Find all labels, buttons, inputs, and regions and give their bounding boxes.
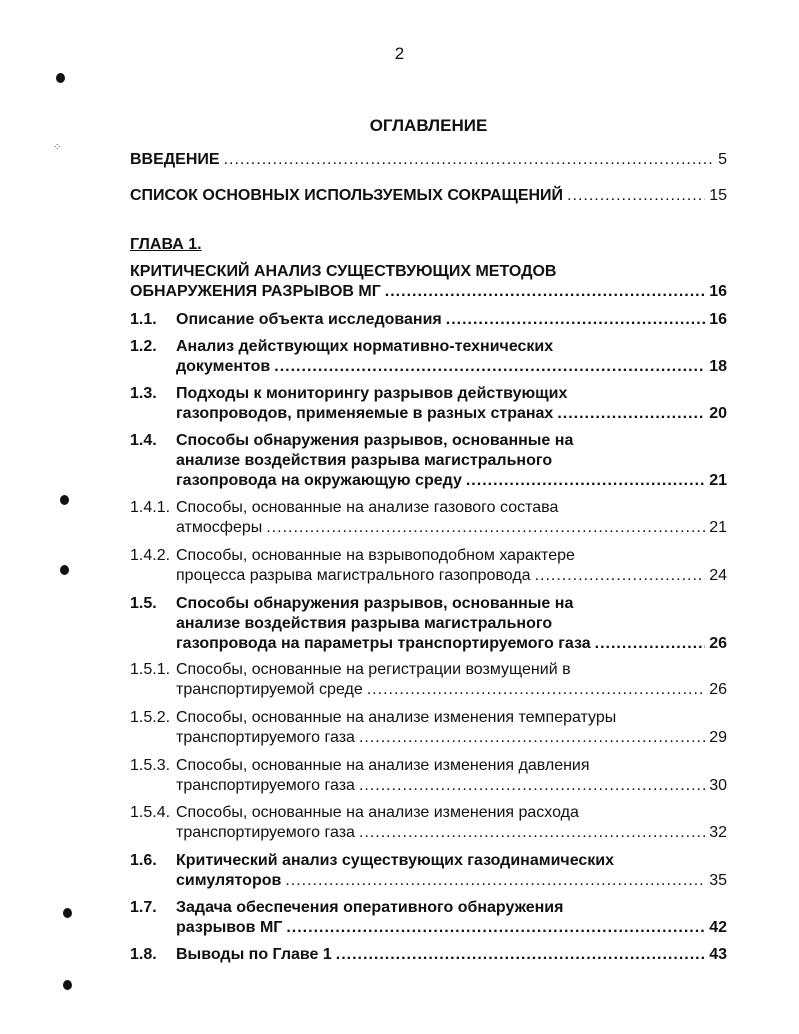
toc-entry-text: газопровода на параметры транспортируемого газа bbox=[176, 635, 591, 652]
toc-entry-line: Способы, основанные на анализе газового состава bbox=[176, 499, 559, 516]
toc-entry-text: транспортируемого газа bbox=[176, 777, 355, 794]
toc-page-number: 18 bbox=[709, 358, 727, 375]
toc-page-number: 5 bbox=[718, 151, 727, 168]
dot-leader bbox=[595, 634, 706, 654]
toc-entry-text: СПИСОК ОСНОВНЫХ ИСПОЛЬЗУЕМЫХ СОКРАЩЕНИЙ bbox=[130, 187, 564, 204]
toc-entry-1-2[interactable] bbox=[130, 337, 727, 377]
section-number: 1.6. bbox=[130, 852, 157, 869]
scan-mark bbox=[63, 980, 72, 990]
toc-entry-1-1[interactable] bbox=[130, 310, 727, 330]
dot-leader bbox=[336, 945, 705, 965]
dot-leader bbox=[359, 728, 705, 748]
toc-entry-text: Выводы по Главе 1 bbox=[176, 946, 332, 963]
toc-entry-text: транспортируемого газа bbox=[176, 824, 355, 841]
toc-page-number: 26 bbox=[709, 635, 727, 652]
toc-entry-introduction[interactable] bbox=[130, 150, 727, 170]
toc-page-number: 21 bbox=[709, 472, 727, 489]
toc-page-number: 20 bbox=[709, 405, 727, 422]
toc-page-number: 16 bbox=[709, 311, 727, 328]
toc-entry-1-4-2[interactable] bbox=[130, 546, 727, 586]
section-number: 1.4.1. bbox=[130, 499, 171, 516]
toc-entry-1-3[interactable] bbox=[130, 384, 727, 424]
toc-entry-1-5-3[interactable] bbox=[130, 756, 727, 796]
toc-entry-text: ВВЕДЕНИЕ bbox=[130, 151, 220, 168]
toc-page-number: 30 bbox=[709, 777, 727, 794]
toc-entry-1-7[interactable] bbox=[130, 898, 727, 938]
toc-page-number: 29 bbox=[709, 729, 727, 746]
dot-leader bbox=[557, 404, 705, 424]
page-number: 2 bbox=[394, 44, 405, 63]
toc-entry-line: Задача обеспечения оперативного обнаружения bbox=[176, 899, 564, 916]
dot-leader bbox=[385, 282, 705, 302]
toc-entry-1-4[interactable] bbox=[130, 431, 727, 491]
toc-page-number: 42 bbox=[709, 919, 727, 936]
toc-entry-line: Способы, основанные на регистрации возмущений в bbox=[176, 661, 571, 678]
dot-leader bbox=[224, 150, 715, 170]
toc-entry-1-8[interactable] bbox=[130, 945, 727, 965]
toc-title: ОГЛАВЛЕНИЕ bbox=[369, 116, 488, 135]
toc-entry-line: Способы, основанные на взрывоподобном характере bbox=[176, 547, 575, 564]
dot-leader bbox=[367, 680, 705, 700]
section-number: 1.4.2. bbox=[130, 547, 171, 564]
toc-entry-line: Способы обнаружения разрывов, основанные на bbox=[176, 432, 574, 449]
section-number: 1.5.3. bbox=[130, 757, 171, 774]
dot-leader bbox=[446, 310, 705, 330]
dot-leader bbox=[274, 357, 705, 377]
dot-leader bbox=[567, 186, 705, 206]
section-number: 1.8. bbox=[130, 946, 157, 963]
toc-entry-text: процесса разрыва магистрального газопровода bbox=[176, 567, 531, 584]
toc-entry-line: Способы, основанные на анализе изменения температуры bbox=[176, 709, 617, 726]
scan-mark bbox=[60, 495, 69, 505]
section-number: 1.1. bbox=[130, 311, 157, 328]
toc-entry-text: документов bbox=[176, 358, 271, 375]
toc-entry-1-6[interactable] bbox=[130, 851, 727, 891]
toc-entry-1-5-2[interactable] bbox=[130, 708, 727, 748]
section-number: 1.5.1. bbox=[130, 661, 171, 678]
toc-entry-line: Способы, основанные на анализе изменения расхода bbox=[176, 804, 579, 821]
scan-speck: ⁘ bbox=[53, 142, 62, 153]
toc-entry-line: Анализ действующих нормативно-технических bbox=[176, 338, 554, 355]
toc-entry-text: газопроводов, применяемые в разных странах bbox=[176, 405, 554, 422]
toc-entry-text: Описание объекта исследования bbox=[176, 311, 442, 328]
toc-entry-text: газопровода на окружающую среду bbox=[176, 472, 462, 489]
toc-entry-line: анализе воздействия разрыва магистрального bbox=[176, 615, 553, 632]
dot-leader bbox=[266, 518, 705, 538]
toc-page-number: 32 bbox=[709, 824, 727, 841]
toc-entry-line: Критический анализ существующих газодинамических bbox=[176, 852, 615, 869]
dot-leader bbox=[359, 823, 705, 843]
toc-page-number: 43 bbox=[709, 946, 727, 963]
toc-entry-line: Подходы к мониторингу разрывов действующих bbox=[176, 385, 568, 402]
dot-leader bbox=[359, 776, 705, 796]
toc-entry-text: ОБНАРУЖЕНИЯ РАЗРЫВОВ МГ bbox=[130, 283, 381, 300]
toc-page-number: 15 bbox=[709, 187, 727, 204]
scan-mark bbox=[63, 908, 72, 918]
toc-entry-text: симуляторов bbox=[176, 872, 282, 889]
dot-leader bbox=[466, 471, 705, 491]
toc-entry-line: Способы, основанные на анализе изменения давления bbox=[176, 757, 590, 774]
toc-entry-line: КРИТИЧЕСКИЙ АНАЛИЗ СУЩЕСТВУЮЩИХ МЕТОДОВ bbox=[130, 263, 557, 280]
toc-entry-line: Способы обнаружения разрывов, основанные на bbox=[176, 595, 574, 612]
toc-page-number: 35 bbox=[709, 872, 727, 889]
section-number: 1.5. bbox=[130, 595, 157, 612]
section-number: 1.4. bbox=[130, 432, 157, 449]
toc-entry-text: транспортируемого газа bbox=[176, 729, 355, 746]
toc-entry-1-5[interactable] bbox=[130, 594, 727, 654]
toc-entry-text: атмосферы bbox=[176, 519, 263, 536]
dot-leader bbox=[285, 871, 705, 891]
toc-page-number: 21 bbox=[709, 519, 727, 536]
toc-entry-abbreviations[interactable] bbox=[130, 186, 727, 206]
toc-entry-1-4-1[interactable] bbox=[130, 498, 727, 538]
section-number: 1.5.2. bbox=[130, 709, 171, 726]
section-number: 1.2. bbox=[130, 338, 157, 355]
dot-leader bbox=[286, 918, 705, 938]
dot-leader bbox=[535, 566, 706, 586]
section-number: 1.3. bbox=[130, 385, 157, 402]
toc-page-number: 16 bbox=[709, 283, 727, 300]
section-number: 1.7. bbox=[130, 899, 157, 916]
section-number: 1.5.4. bbox=[130, 804, 171, 821]
toc-page-number: 24 bbox=[709, 567, 727, 584]
toc-entry-text: транспортируемой среде bbox=[176, 681, 363, 698]
scan-mark bbox=[56, 73, 65, 83]
chapter-heading: ГЛАВА 1. bbox=[130, 236, 202, 253]
toc-entry-1-5-1[interactable] bbox=[130, 660, 727, 700]
toc-page-number: 26 bbox=[709, 681, 727, 698]
toc-entry-line: анализе воздействия разрыва магистрального bbox=[176, 452, 553, 469]
scan-mark bbox=[60, 565, 69, 575]
toc-entry-chapter-1[interactable] bbox=[130, 262, 727, 302]
toc-entry-1-5-4[interactable] bbox=[130, 803, 727, 843]
toc-entry-text: разрывов МГ bbox=[176, 919, 283, 936]
